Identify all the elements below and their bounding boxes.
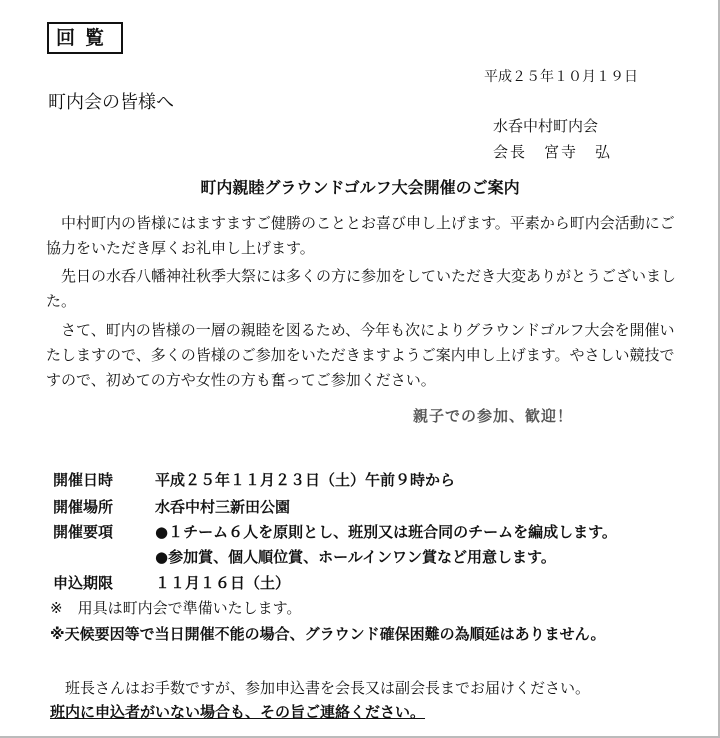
event-terms-item: ●参加賞、個人順位賞、ホールインワン賞など用意します。 (155, 548, 556, 566)
deadline-value: １１月１６日（土） (155, 574, 291, 592)
addressee: 町内会の皆様へ (48, 92, 174, 113)
sender-organization: 水呑中村町内会 (493, 117, 599, 135)
event-terms-label: 開催要項 (53, 523, 114, 541)
deadline-label: 申込期限 (53, 574, 114, 592)
event-terms-item: ●１チーム６人を原則とし、班別又は班合同のチームを編成します。 (155, 523, 617, 541)
welcome-note: 親子での参加、歓迎！ (413, 407, 574, 425)
sender-name: 会長 宮寺 弘 (493, 143, 613, 161)
thanks-paragraph: 先日の水呑八幡神社秋季大祭には多くの方に参加をしていただき大変ありがとうございました。 (46, 267, 677, 310)
greeting-paragraph: 中村町内の皆様にはますますご健勝のこととお喜び申し上げます。平素から町内会活動にご協力をいただき厚くお礼申し上げます。 (46, 214, 675, 257)
event-place-value: 水呑中村三新田公園 (155, 498, 291, 516)
event-date-value: 平成２５年１１月２３日（土）午前９時から (155, 471, 456, 489)
circulation-stamp: 回覧 (47, 22, 123, 54)
equipment-note: ※ 用具は町内会で準備いたします。 (50, 599, 302, 617)
invitation-paragraph: さて、町内の皆様の一層の親睦を図るため、今年も次によりグラウンドゴルフ大会を開催いたしますので、多くの皆様のご参加をいただきますようご案内申し上げます。やさしい競技ですので、初めての方や女性の方も奮ってご参加ください。 (46, 321, 675, 389)
weather-note: ※天候要因等で当日開催不能の場合、グラウンド確保困難の為順延はありません。 (50, 625, 606, 643)
event-place-label: 開催場所 (53, 498, 114, 516)
document-title: 町内親睦グラウンドゴルフ大会開催のご案内 (200, 178, 520, 197)
closing-contact-note: 班内に申込者がいない場合も、その旨ご連絡ください。 (50, 703, 426, 721)
issue-date: 平成２５年１０月１９日 (484, 69, 638, 85)
event-date-label: 開催日時 (53, 471, 114, 489)
closing-request: 班長さんはお手数ですが、参加申込書を会長又は副会長までお届けください。 (50, 679, 591, 697)
